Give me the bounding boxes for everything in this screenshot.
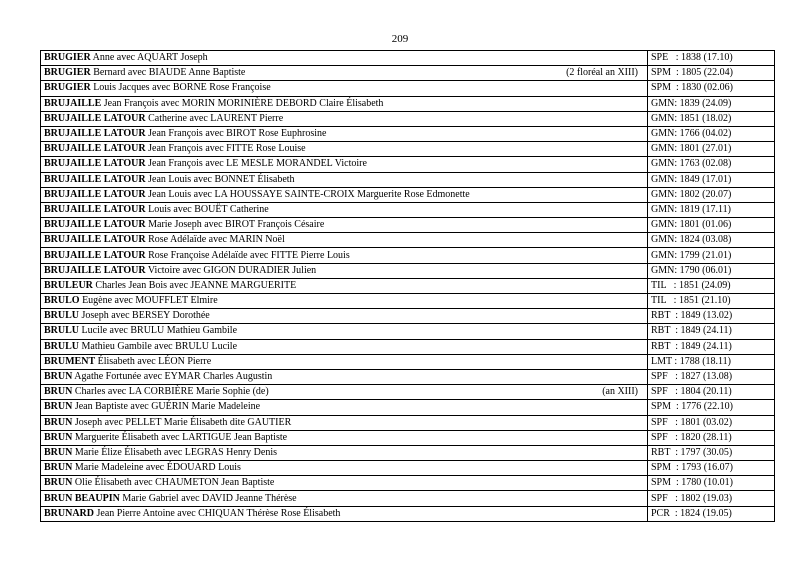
entry-spouses: Jean François avec BIROT Rose Euphrosine bbox=[145, 128, 327, 140]
entry-parish-date: TIL : 1851 (24.09) bbox=[648, 278, 775, 293]
table-row bbox=[41, 96, 775, 111]
entry-name-cell bbox=[41, 51, 648, 66]
entry-spouses: Jean François avec MORIN MORINIÈRE DEBORD Claire Élisabeth bbox=[101, 97, 384, 109]
entry-surname: BRUNARD bbox=[44, 507, 94, 519]
table-row bbox=[41, 111, 775, 126]
table-row bbox=[41, 172, 775, 187]
entry-surname: BRUJAILLE LATOUR bbox=[44, 249, 146, 261]
entry-spouses: Jean Pierre Antoine avec CHIQUAN Thérèse Rose Élisabeth bbox=[94, 507, 341, 519]
table-row bbox=[41, 415, 775, 430]
table-row bbox=[41, 491, 775, 506]
entry-date-note: (2 floréal an XIII) bbox=[566, 67, 638, 79]
entry-surname: BRUJAILLE LATOUR bbox=[44, 203, 146, 215]
entry-parish-date: RBT : 1849 (13.02) bbox=[648, 309, 775, 324]
entry-spouses: Marie Élize Élisabeth avec LEGRAS Henry Denis bbox=[72, 446, 278, 458]
entry-name-cell bbox=[41, 491, 648, 506]
entry-name-cell bbox=[41, 218, 648, 233]
entry-name-cell bbox=[41, 385, 648, 400]
entry-name-cell bbox=[41, 294, 648, 309]
entry-surname: BRULO bbox=[44, 295, 80, 307]
table-row bbox=[41, 385, 775, 400]
page-number: 209 bbox=[391, 33, 409, 45]
entry-parish-date: GMN: 1802 (20.07) bbox=[648, 187, 775, 202]
entry-name-cell bbox=[41, 111, 648, 126]
entry-parish-date: RBT : 1797 (30.05) bbox=[648, 445, 775, 460]
entry-spouses: Catherine avec LAURENT Pierre bbox=[145, 112, 284, 124]
entry-surname: BRUJAILLE LATOUR bbox=[44, 112, 146, 124]
entry-name-cell bbox=[41, 506, 648, 521]
entry-parish-date: GMN: 1790 (06.01) bbox=[648, 263, 775, 278]
entry-parish-date: SPM : 1780 (10.01) bbox=[648, 476, 775, 491]
table-row bbox=[41, 218, 775, 233]
entry-spouses: Marguerite Élisabeth avec LARTIGUE Jean Baptiste bbox=[72, 431, 288, 443]
entry-parish-date: SPF : 1802 (19.03) bbox=[648, 491, 775, 506]
entry-spouses: Joseph avec BERSEY Dorothée bbox=[79, 310, 210, 322]
entry-name-cell bbox=[41, 324, 648, 339]
entry-surname: BRULU bbox=[44, 310, 80, 322]
table-row bbox=[41, 202, 775, 217]
entry-parish-date: SPF : 1827 (13.08) bbox=[648, 369, 775, 384]
table-row bbox=[41, 309, 775, 324]
table-row bbox=[41, 66, 775, 81]
entry-surname: BRUN BEAUPIN bbox=[44, 492, 120, 504]
entry-name-cell bbox=[41, 126, 648, 141]
table-row bbox=[41, 263, 775, 278]
entry-date-note: (an XIII) bbox=[602, 386, 638, 398]
table-row bbox=[41, 248, 775, 263]
entry-surname: BRUN bbox=[44, 477, 73, 489]
entry-name-cell bbox=[41, 81, 648, 96]
entry-surname: BRUJAILLE LATOUR bbox=[44, 264, 146, 276]
entry-spouses: Élisabeth avec LÉON Pierre bbox=[95, 355, 212, 367]
entry-surname: BRUJAILLE LATOUR bbox=[44, 143, 146, 155]
entry-parish-date: LMT : 1788 (18.11) bbox=[648, 354, 775, 369]
entry-surname: BRUN bbox=[44, 416, 73, 428]
entry-surname: BRUJAILLE LATOUR bbox=[44, 173, 146, 185]
entry-spouses: Marie Joseph avec BIROT François Césaire bbox=[145, 219, 325, 231]
table-row bbox=[41, 506, 775, 521]
table-row bbox=[41, 126, 775, 141]
entry-surname: BRUJAILLE bbox=[44, 97, 102, 109]
entry-spouses: Jean Louis avec LA HOUSSAYE SAINTE-CROIX Marguerite Rose Edmonette bbox=[145, 188, 470, 200]
entry-parish-date: SPF : 1820 (28.11) bbox=[648, 430, 775, 445]
entry-surname: BRUGIER bbox=[44, 82, 91, 94]
entry-spouses: Marie Madeleine avec ÉDOUARD Louis bbox=[72, 462, 241, 474]
entry-parish-date: SPM : 1830 (02.06) bbox=[648, 81, 775, 96]
entry-spouses: Lucile avec BRULU Mathieu Gambile bbox=[79, 325, 238, 337]
entry-surname: BRUJAILLE LATOUR bbox=[44, 234, 146, 246]
entry-parish-date: GMN: 1851 (18.02) bbox=[648, 111, 775, 126]
entry-spouses: Olie Élisabeth avec CHAUMETON Jean Baptiste bbox=[72, 477, 275, 489]
table-row bbox=[41, 157, 775, 172]
table-row bbox=[41, 187, 775, 202]
entry-parish-date: GMN: 1766 (04.02) bbox=[648, 126, 775, 141]
entry-name-cell bbox=[41, 445, 648, 460]
table-row bbox=[41, 354, 775, 369]
entry-parish-date: SPE : 1838 (17.10) bbox=[648, 51, 775, 66]
entry-spouses: Jean Baptiste avec GUÉRIN Marie Madeleine bbox=[72, 401, 261, 413]
entry-parish-date: GMN: 1849 (17.01) bbox=[648, 172, 775, 187]
entry-surname: BRUN bbox=[44, 371, 73, 383]
entry-parish-date: GMN: 1799 (21.01) bbox=[648, 248, 775, 263]
entry-name-cell bbox=[41, 278, 648, 293]
entry-parish-date: SPF : 1801 (03.02) bbox=[648, 415, 775, 430]
entry-name-cell bbox=[41, 66, 648, 81]
table-row bbox=[41, 476, 775, 491]
entry-surname: BRUN bbox=[44, 401, 73, 413]
entry-parish-date: SPM : 1805 (22.04) bbox=[648, 66, 775, 81]
entry-spouses: Charles Jean Bois avec JEANNE MARGUERITE bbox=[92, 279, 297, 291]
entry-parish-date: GMN: 1839 (24.09) bbox=[648, 96, 775, 111]
entry-name-cell bbox=[41, 96, 648, 111]
table-row bbox=[41, 369, 775, 384]
entry-name-cell bbox=[41, 309, 648, 324]
entry-surname: BRUJAILLE LATOUR bbox=[44, 158, 146, 170]
table-row bbox=[41, 51, 775, 66]
entry-name-cell bbox=[41, 233, 648, 248]
entry-name-cell bbox=[41, 339, 648, 354]
entry-surname: BRULU bbox=[44, 325, 80, 337]
entry-parish-date: PCR : 1824 (19.05) bbox=[648, 506, 775, 521]
entry-surname: BRUN bbox=[44, 431, 73, 443]
entry-parish-date: RBT : 1849 (24.11) bbox=[648, 339, 775, 354]
entry-name-cell bbox=[41, 400, 648, 415]
entry-spouses: Jean François avec FITTE Rose Louise bbox=[145, 143, 306, 155]
table-row bbox=[41, 324, 775, 339]
table-row bbox=[41, 81, 775, 96]
entry-parish-date: GMN: 1801 (01.06) bbox=[648, 218, 775, 233]
entry-surname: BRULU bbox=[44, 340, 80, 352]
entry-surname: BRUGIER bbox=[44, 52, 91, 64]
table-row bbox=[41, 430, 775, 445]
entry-name-cell bbox=[41, 157, 648, 172]
entry-parish-date: GMN: 1801 (27.01) bbox=[648, 142, 775, 157]
entry-spouses: Agathe Fortunée avec EYMAR Charles Augustin bbox=[72, 371, 273, 383]
entry-name-cell bbox=[41, 187, 648, 202]
entry-parish-date: GMN: 1819 (17.11) bbox=[648, 202, 775, 217]
entry-name-cell bbox=[41, 354, 648, 369]
entry-parish-date: GMN: 1763 (02.08) bbox=[648, 157, 775, 172]
entry-name-cell bbox=[41, 415, 648, 430]
register-rows bbox=[41, 51, 775, 522]
entry-surname: BRUJAILLE LATOUR bbox=[44, 188, 146, 200]
entry-spouses: Rose Adélaïde avec MARIN Noël bbox=[145, 234, 285, 246]
entry-spouses: Anne avec AQUART Joseph bbox=[90, 52, 208, 64]
entry-spouses: Louis avec BOUËT Catherine bbox=[145, 203, 269, 215]
entry-name-cell bbox=[41, 461, 648, 476]
entry-name-cell bbox=[41, 172, 648, 187]
entry-parish-date: TIL : 1851 (21.10) bbox=[648, 294, 775, 309]
entry-spouses: Charles avec LA CORBIÈRE Marie Sophie (de) bbox=[72, 386, 269, 398]
table-row bbox=[41, 278, 775, 293]
entry-surname: BRUJAILLE LATOUR bbox=[44, 219, 146, 231]
entry-surname: BRUN bbox=[44, 462, 73, 474]
table-row bbox=[41, 461, 775, 476]
entry-surname: BRUGIER bbox=[44, 67, 91, 79]
entry-parish-date: SPM : 1793 (16.07) bbox=[648, 461, 775, 476]
entry-spouses: Eugène avec MOUFFLET Elmire bbox=[79, 295, 218, 307]
table-row bbox=[41, 294, 775, 309]
entry-spouses: Jean François avec LE MESLE MORANDEL Victoire bbox=[145, 158, 367, 170]
entry-spouses: Bernard avec BIAUDE Anne Baptiste bbox=[90, 67, 246, 79]
entry-name-cell bbox=[41, 369, 648, 384]
entry-spouses: Louis Jacques avec BORNE Rose Françoise bbox=[90, 82, 271, 94]
entry-spouses: Joseph avec PELLET Marie Élisabeth dite GAUTIER bbox=[72, 416, 292, 428]
table-row bbox=[41, 339, 775, 354]
entry-name-cell bbox=[41, 430, 648, 445]
entry-name-cell bbox=[41, 248, 648, 263]
entry-surname: BRUJAILLE LATOUR bbox=[44, 128, 146, 140]
entry-parish-date: SPM : 1776 (22.10) bbox=[648, 400, 775, 415]
entry-spouses: Mathieu Gambile avec BRULU Lucile bbox=[79, 340, 238, 352]
entry-name-cell bbox=[41, 476, 648, 491]
entry-parish-date: GMN: 1824 (03.08) bbox=[648, 233, 775, 248]
entry-name-cell bbox=[41, 142, 648, 157]
entry-spouses: Rose Françoise Adélaïde avec FITTE Pierre Louis bbox=[145, 249, 350, 261]
entry-spouses: Marie Gabriel avec DAVID Jeanne Thérèse bbox=[119, 492, 297, 504]
table-row bbox=[41, 233, 775, 248]
table-row bbox=[41, 445, 775, 460]
entry-spouses: Victoire avec GIGON DURADIER Julien bbox=[145, 264, 317, 276]
entry-name-cell bbox=[41, 263, 648, 278]
entry-parish-date: RBT : 1849 (24.11) bbox=[648, 324, 775, 339]
entry-parish-date: SPF : 1804 (20.11) bbox=[648, 385, 775, 400]
entry-surname: BRUMENT bbox=[44, 355, 96, 367]
table-row bbox=[41, 142, 775, 157]
entry-surname: BRUN bbox=[44, 446, 73, 458]
entry-surname: BRUN bbox=[44, 386, 73, 398]
table-row bbox=[41, 400, 775, 415]
marriage-register-table bbox=[40, 50, 775, 522]
entry-surname: BRULEUR bbox=[44, 279, 93, 291]
entry-name-cell bbox=[41, 202, 648, 217]
entry-spouses: Jean Louis avec BONNET Élisabeth bbox=[145, 173, 295, 185]
